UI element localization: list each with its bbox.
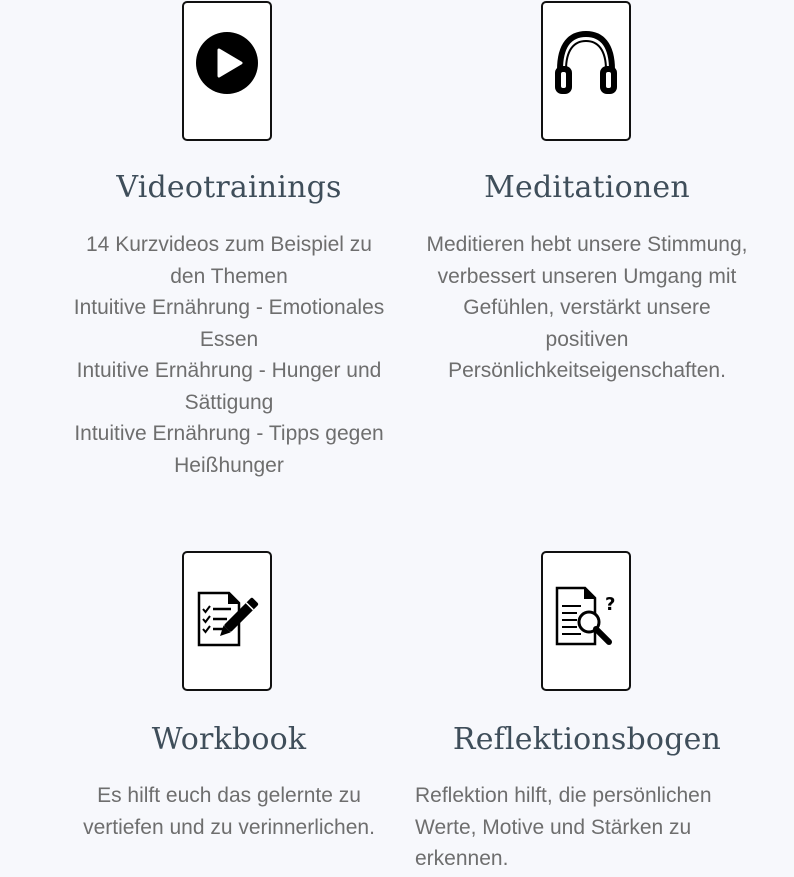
description-line: den Themen	[170, 264, 288, 288]
description-line: Reflektion hilft, die persönlichen	[415, 784, 712, 807]
play-icon	[192, 28, 262, 98]
description-line: Intuitive Ernährung - Hunger und	[76, 359, 382, 382]
description-line: verbessert unseren Umgang mit	[437, 264, 737, 288]
feature-description	[412, 229, 762, 387]
description-line: Es hilft euch das gelernte zu	[97, 784, 361, 807]
description-line: Heißhunger	[174, 453, 284, 477]
description-line: Meditieren hebt unsere Stimmung,	[426, 233, 748, 256]
feature-description	[64, 229, 394, 481]
description-line: vertiefen und zu verinnerlichen.	[83, 815, 375, 839]
feature-title: Workbook	[151, 722, 307, 757]
feature-description	[415, 780, 755, 875]
description-line: Essen	[199, 327, 259, 351]
document-search-icon	[553, 584, 619, 650]
feature-title: Reflektionsbogen	[452, 722, 722, 757]
description-line: erkennen.	[415, 847, 509, 870]
description-line: Werte, Motive und Stärken zu	[415, 815, 692, 839]
svg-text:?: ?	[605, 594, 616, 615]
phone-frame	[182, 1, 272, 141]
feature-description	[64, 780, 394, 843]
description-line: Gefühlen, verstärkt unsere	[463, 296, 711, 319]
description-line: Persönlichkeitseigenschaften.	[448, 359, 726, 382]
feature-title: Videotrainings	[116, 170, 342, 205]
phone-frame	[541, 1, 631, 141]
description-line: Intuitive Ernährung - Emotionales	[73, 296, 385, 319]
phone-frame	[182, 551, 272, 691]
description-line: Intuitive Ernährung - Tipps gegen	[74, 422, 384, 445]
checklist-pen-icon	[195, 587, 259, 649]
feature-title: Meditationen	[484, 170, 690, 205]
description-line: Sättigung	[184, 390, 274, 414]
phone-frame	[541, 551, 631, 691]
description-line: positiven	[545, 327, 629, 351]
description-line: 14 Kurzvideos zum Beispiel zu	[86, 233, 372, 256]
headphones-icon	[552, 30, 620, 96]
